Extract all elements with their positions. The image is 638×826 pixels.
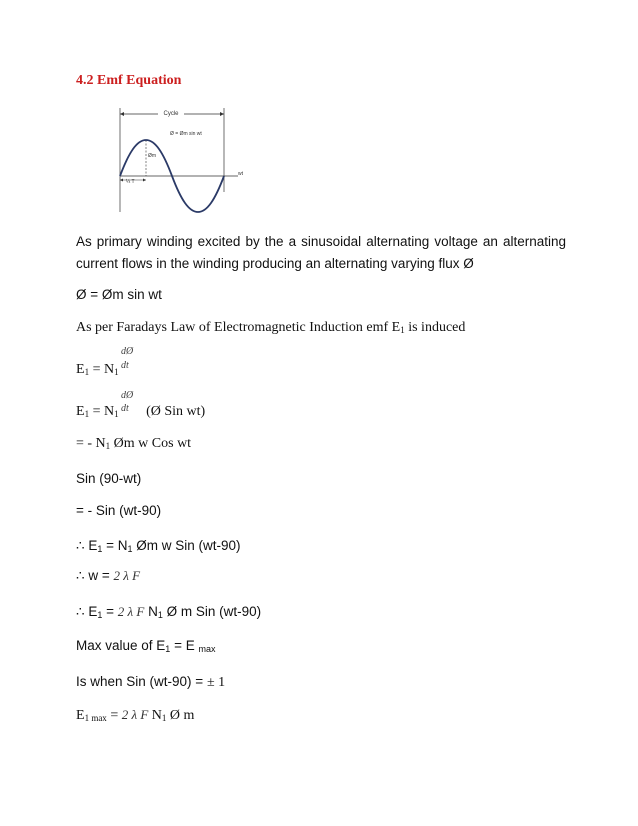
faraday-sub: 1 bbox=[400, 325, 405, 335]
eq8-end: Ø m Sin (wt-90) bbox=[162, 604, 262, 619]
eq8-sub: 1 bbox=[97, 610, 103, 620]
flux-equation: Ø = Øm sin wt bbox=[76, 287, 162, 302]
flux-waveform-figure bbox=[112, 100, 252, 215]
eq1-mid: = N bbox=[89, 362, 115, 377]
cycle-arrow-left bbox=[120, 112, 124, 116]
section-heading: 4.2 Emf Equation bbox=[76, 73, 182, 88]
eq9-sub2: max bbox=[198, 644, 216, 654]
cycle-arrow-right bbox=[220, 112, 224, 116]
eq11-tail: N bbox=[148, 708, 162, 723]
cycle-label: Cycle bbox=[163, 111, 179, 117]
eq8 bbox=[76, 604, 261, 620]
axis-label: wt bbox=[238, 171, 243, 177]
eq8-mid2: 2 λ F bbox=[117, 604, 145, 619]
faraday-statement bbox=[76, 320, 465, 336]
eq4: Sin (90-wt) bbox=[76, 471, 142, 486]
eq3-sub: 1 bbox=[105, 441, 111, 451]
eq2-frac-den: dt bbox=[121, 403, 129, 414]
eq6-sub: 1 bbox=[97, 544, 103, 554]
eq2-mid: = N bbox=[89, 404, 115, 419]
eq11-sub: 1 max bbox=[84, 713, 107, 723]
eq9-pre: Max value of E bbox=[76, 638, 166, 653]
eq2-frac-num: dØ bbox=[121, 390, 134, 401]
faraday-end: is induced bbox=[404, 320, 466, 335]
eq9-sub: 1 bbox=[165, 644, 171, 654]
eq10 bbox=[76, 674, 225, 691]
eq11-mid2: 2 λ F bbox=[121, 707, 149, 722]
eq8-tail: N bbox=[144, 604, 158, 619]
eq5: = - Sin (wt-90) bbox=[76, 503, 162, 518]
eq6 bbox=[76, 538, 241, 554]
eq3 bbox=[76, 436, 191, 452]
eq8-sub2: 1 bbox=[157, 610, 163, 620]
eq1-lhs: E bbox=[76, 362, 85, 377]
eq2-sub: 1 bbox=[84, 409, 90, 419]
eq11-end: Ø m bbox=[166, 708, 195, 723]
eq1-frac-num: dØ bbox=[121, 346, 134, 357]
eq6-sub2: 1 bbox=[127, 544, 133, 554]
eq6-pre: ∴ E bbox=[76, 538, 98, 553]
equation-label: Ø = Øm sin wt bbox=[170, 131, 202, 137]
eq8-mid: = bbox=[102, 604, 118, 619]
eq1-frac-den: dt bbox=[121, 360, 129, 371]
peak-label: Øm bbox=[148, 153, 157, 159]
eq8-pre: ∴ E bbox=[76, 604, 98, 619]
eq2 bbox=[76, 404, 205, 420]
eq2-tail: (Ø Sin wt) bbox=[146, 404, 206, 419]
waveform-svg bbox=[112, 100, 252, 215]
eq2-sub2: 1 bbox=[114, 409, 119, 419]
eq7 bbox=[76, 568, 140, 584]
eq3-pre: = - N bbox=[76, 436, 106, 451]
eq6-mid: = N bbox=[102, 538, 128, 553]
eq11-sub2: 1 bbox=[161, 713, 167, 723]
eq9 bbox=[76, 638, 215, 654]
intro-paragraph: As primary winding excited by the a sinusoidal alternating voltage an alternating current flows in the winding producing an alternating varying flux Ø bbox=[76, 234, 566, 271]
eq9-mid: = E bbox=[170, 638, 199, 653]
eq1 bbox=[76, 362, 119, 378]
eq1-sub: 1 bbox=[84, 367, 90, 377]
eq2-lhs: E bbox=[76, 404, 85, 419]
eq11 bbox=[76, 707, 194, 724]
eq1-sub2: 1 bbox=[114, 367, 119, 377]
eq10-tail: ± 1 bbox=[206, 675, 226, 690]
quarter-label: ¼ T bbox=[126, 179, 135, 185]
eq7-pre: ∴ w = bbox=[76, 568, 114, 583]
eq11-mid: = bbox=[106, 708, 122, 723]
eq3-tail: Øm w Cos wt bbox=[110, 436, 192, 451]
faraday-text: As per Faradays Law of Electromagnetic Induction emf E bbox=[76, 320, 401, 335]
eq10-pre: Is when Sin (wt-90) = bbox=[76, 674, 207, 689]
eq6-tail: Øm w Sin (wt-90) bbox=[132, 538, 241, 553]
eq7-tail: 2 λ F bbox=[113, 568, 141, 583]
eq11-pre: E bbox=[76, 708, 85, 723]
